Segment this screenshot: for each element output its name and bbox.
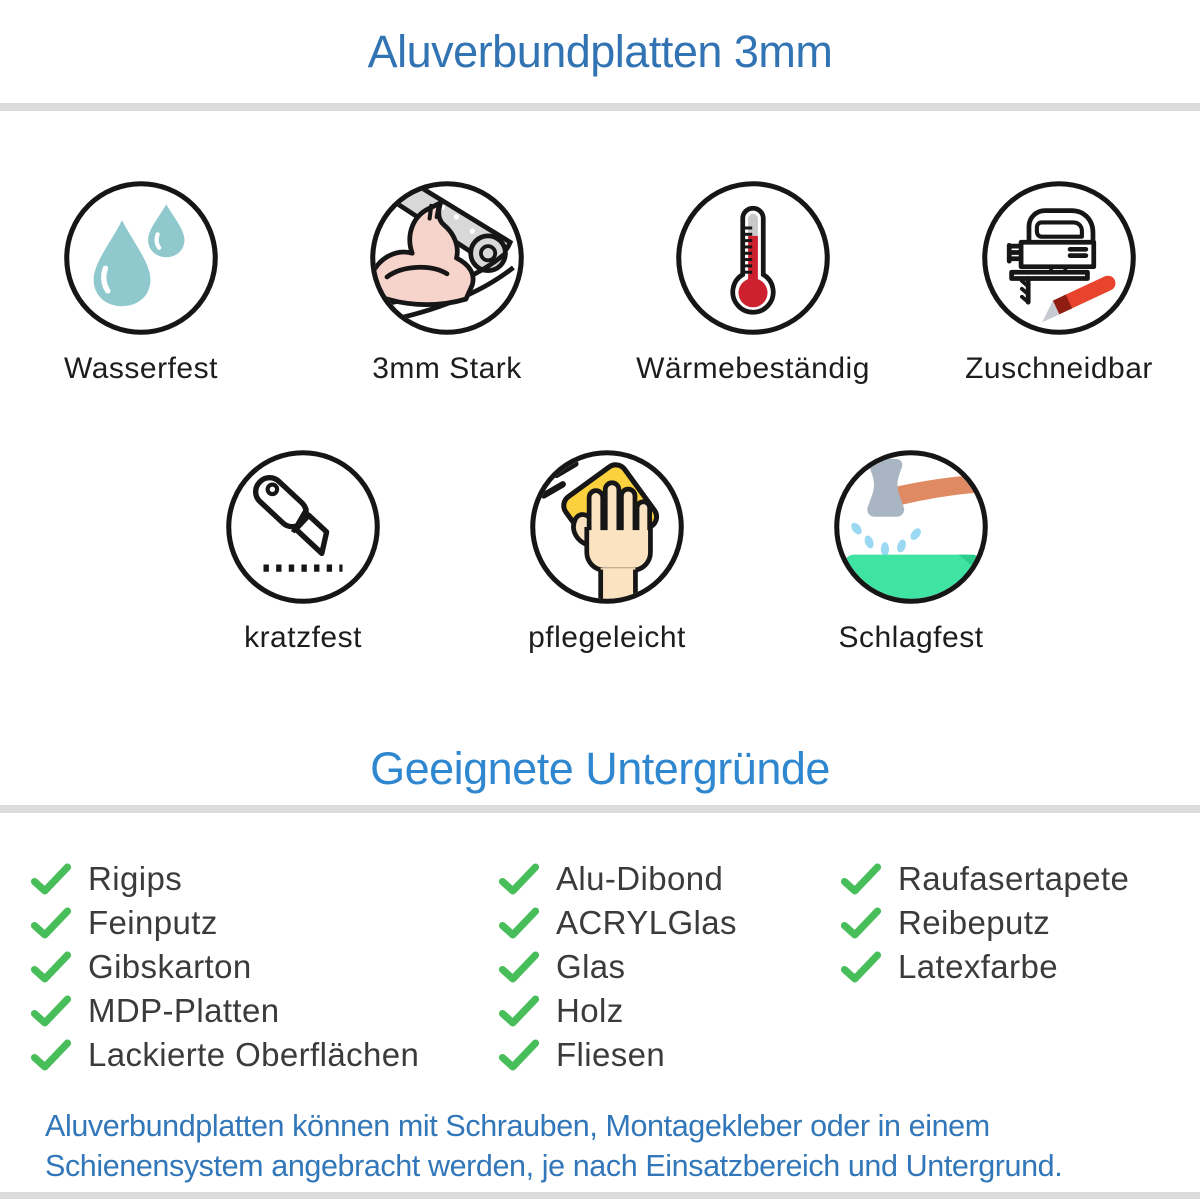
strong-arm-icon bbox=[368, 179, 526, 337]
feature-hammer bbox=[832, 448, 990, 655]
feature-water-drops bbox=[62, 179, 220, 386]
feature-strong-arm bbox=[368, 179, 526, 386]
checklist-label: Glas bbox=[556, 948, 626, 985]
check-icon bbox=[498, 1039, 540, 1072]
feature-icon bbox=[62, 179, 220, 337]
checklist-label: Holz bbox=[556, 992, 624, 1029]
substrates-columns bbox=[0, 857, 1200, 1077]
feature-label: Wärmebeständig bbox=[636, 352, 870, 385]
checklist-item bbox=[498, 857, 840, 901]
feature-cleaning-hand bbox=[528, 448, 686, 655]
feature-label: Zuschneidbar bbox=[965, 352, 1153, 385]
checklist-label: ACRYLGlas bbox=[556, 904, 737, 941]
substrates-divider bbox=[0, 805, 1200, 813]
feature-label: 3mm Stark bbox=[372, 352, 522, 385]
substrate-column-3 bbox=[840, 857, 1200, 1077]
feature-thermometer bbox=[636, 179, 870, 386]
feature-jigsaw bbox=[965, 179, 1153, 386]
checklist-item bbox=[840, 857, 1200, 901]
checklist-label: Lackierte Oberflächen bbox=[88, 1036, 420, 1073]
checklist-item bbox=[30, 1033, 498, 1077]
check-icon bbox=[30, 995, 72, 1028]
utility-knife-icon bbox=[224, 448, 382, 606]
feature-icon bbox=[368, 179, 526, 337]
page-title: Aluverbundplatten 3mm bbox=[367, 26, 833, 77]
checklist-item bbox=[30, 989, 498, 1033]
check-icon bbox=[498, 995, 540, 1028]
footer-note bbox=[0, 1106, 1200, 1186]
footer-line-2: Schienensystem angebracht werden, je nach Einsatzbereich und Untergrund. bbox=[45, 1149, 1063, 1183]
check-icon bbox=[30, 907, 72, 940]
checklist-item bbox=[30, 945, 498, 989]
feature-icon bbox=[980, 179, 1138, 337]
features-row-1 bbox=[0, 179, 1200, 386]
checklist-item bbox=[30, 901, 498, 945]
substrate-column-1 bbox=[30, 857, 498, 1077]
checklist-label: Gibskarton bbox=[88, 948, 252, 985]
checklist-item bbox=[840, 945, 1200, 989]
feature-label: pflegeleicht bbox=[528, 621, 686, 654]
footer-line-1: Aluverbundplatten können mit Schrauben, Montagekleber oder in einem bbox=[45, 1109, 990, 1143]
feature-icon bbox=[528, 448, 686, 606]
checklist-item bbox=[498, 989, 840, 1033]
check-icon bbox=[498, 951, 540, 984]
checklist-label: Reibeputz bbox=[898, 904, 1051, 941]
checklist-label: Feinputz bbox=[88, 904, 218, 941]
substrates-heading: Geeignete Untergründe bbox=[370, 743, 830, 794]
checklist-item bbox=[498, 945, 840, 989]
checklist-item bbox=[498, 1033, 840, 1077]
feature-icon bbox=[224, 448, 382, 606]
check-icon bbox=[840, 951, 882, 984]
checklist-label: Rigips bbox=[88, 860, 183, 897]
check-icon bbox=[30, 951, 72, 984]
top-divider bbox=[0, 103, 1200, 111]
checklist-item bbox=[840, 901, 1200, 945]
checklist-item bbox=[498, 901, 840, 945]
checklist-label: Raufasertapete bbox=[898, 860, 1130, 897]
feature-icon bbox=[674, 179, 832, 337]
checklist-label: Fliesen bbox=[556, 1036, 666, 1073]
feature-label: Wasserfest bbox=[64, 352, 218, 385]
check-icon bbox=[498, 863, 540, 896]
thermometer-icon bbox=[674, 179, 832, 337]
feature-icon bbox=[832, 448, 990, 606]
checklist-label: Alu-Dibond bbox=[556, 860, 724, 897]
hammer-icon bbox=[832, 448, 990, 606]
checklist-label: MDP-Platten bbox=[88, 992, 280, 1029]
water-drops-icon bbox=[62, 179, 220, 337]
check-icon bbox=[30, 863, 72, 896]
jigsaw-icon bbox=[980, 179, 1138, 337]
checklist-label: Latexfarbe bbox=[898, 948, 1058, 985]
check-icon bbox=[840, 907, 882, 940]
check-icon bbox=[840, 863, 882, 896]
features-row-2 bbox=[0, 448, 1200, 655]
check-icon bbox=[498, 907, 540, 940]
checklist-item bbox=[30, 857, 498, 901]
cleaning-hand-icon bbox=[528, 448, 686, 606]
bottom-divider bbox=[0, 1192, 1200, 1199]
check-icon bbox=[30, 1039, 72, 1072]
substrate-column-2 bbox=[498, 857, 840, 1077]
feature-label: Schlagfest bbox=[838, 621, 984, 654]
feature-utility-knife bbox=[224, 448, 382, 655]
feature-label: kratzfest bbox=[244, 621, 362, 654]
